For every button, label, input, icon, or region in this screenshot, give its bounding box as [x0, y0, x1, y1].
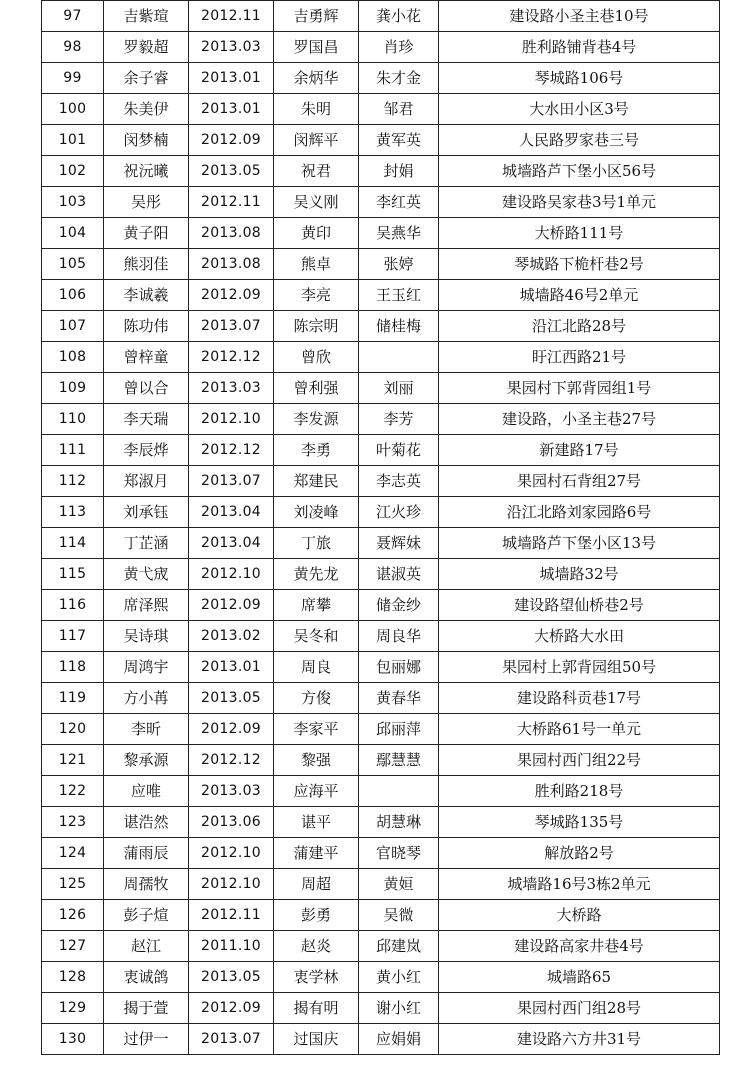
- table-row: [42, 683, 720, 714]
- child-name: 蒲雨辰: [104, 838, 189, 869]
- table-row: [42, 528, 720, 559]
- birth-date: 2012.09: [189, 993, 274, 1024]
- child-name: 赵江: [104, 931, 189, 962]
- birth-date: 2013.08: [189, 249, 274, 280]
- home-address: 建设路望仙桥巷2号: [439, 590, 720, 621]
- row-number: 106: [42, 280, 104, 311]
- birth-date: 2013.03: [189, 776, 274, 807]
- table-row: [42, 156, 720, 187]
- row-number: 113: [42, 497, 104, 528]
- mother-name: 周良华: [359, 621, 439, 652]
- table-row: [42, 466, 720, 497]
- mother-name: 胡慧琳: [359, 807, 439, 838]
- home-address: 城墙路46号2单元: [439, 280, 720, 311]
- row-number: 102: [42, 156, 104, 187]
- child-name: 黎承源: [104, 745, 189, 776]
- roster-table: [41, 0, 720, 1055]
- birth-date: 2013.01: [189, 94, 274, 125]
- home-address: 新建路17号: [439, 435, 720, 466]
- row-number: 97: [42, 1, 104, 32]
- row-number: 110: [42, 404, 104, 435]
- father-name: 席攀: [274, 590, 359, 621]
- birth-date: 2013.04: [189, 528, 274, 559]
- child-name: 吴彤: [104, 187, 189, 218]
- child-name: 刘承钰: [104, 497, 189, 528]
- birth-date: 2012.09: [189, 125, 274, 156]
- table-row: [42, 125, 720, 156]
- child-name: 罗毅超: [104, 32, 189, 63]
- mother-name: 吴燕华: [359, 218, 439, 249]
- birth-date: 2012.10: [189, 404, 274, 435]
- child-name: 周鸿宇: [104, 652, 189, 683]
- home-address: 大桥路大水田: [439, 621, 720, 652]
- father-name: 吉勇辉: [274, 1, 359, 32]
- father-name: 应海平: [274, 776, 359, 807]
- row-number: 116: [42, 590, 104, 621]
- birth-date: 2013.01: [189, 652, 274, 683]
- mother-name: 朱才金: [359, 63, 439, 94]
- home-address: 城墙路芦下堡小区56号: [439, 156, 720, 187]
- child-name: 李辰烨: [104, 435, 189, 466]
- father-name: 蒲建平: [274, 838, 359, 869]
- row-number: 108: [42, 342, 104, 373]
- row-number: 117: [42, 621, 104, 652]
- row-number: 115: [42, 559, 104, 590]
- mother-name: 江火珍: [359, 497, 439, 528]
- row-number: 111: [42, 435, 104, 466]
- table-row: [42, 745, 720, 776]
- table-row: [42, 869, 720, 900]
- birth-date: 2012.11: [189, 900, 274, 931]
- mother-name: 邱建岚: [359, 931, 439, 962]
- home-address: 琴城路135号: [439, 807, 720, 838]
- mother-name: 邹君: [359, 94, 439, 125]
- row-number: 107: [42, 311, 104, 342]
- birth-date: 2013.07: [189, 466, 274, 497]
- child-name: 衷诚鸽: [104, 962, 189, 993]
- table-row: [42, 590, 720, 621]
- home-address: 建设路科贡巷17号: [439, 683, 720, 714]
- father-name: 李发源: [274, 404, 359, 435]
- father-name: 李勇: [274, 435, 359, 466]
- table-row: [42, 714, 720, 745]
- father-name: 过国庆: [274, 1024, 359, 1055]
- child-name: 方小苒: [104, 683, 189, 714]
- father-name: 黄印: [274, 218, 359, 249]
- child-name: 祝沅曦: [104, 156, 189, 187]
- child-name: 陈功伟: [104, 311, 189, 342]
- row-number: 122: [42, 776, 104, 807]
- table-row: [42, 311, 720, 342]
- child-name: 过伊一: [104, 1024, 189, 1055]
- row-number: 121: [42, 745, 104, 776]
- mother-name: 黄小红: [359, 962, 439, 993]
- mother-name: 吴微: [359, 900, 439, 931]
- mother-name: 肖珍: [359, 32, 439, 63]
- birth-date: 2012.12: [189, 745, 274, 776]
- row-number: 100: [42, 94, 104, 125]
- row-number: 124: [42, 838, 104, 869]
- mother-name: 储金纱: [359, 590, 439, 621]
- birth-date: 2013.05: [189, 962, 274, 993]
- mother-name: 官晓琴: [359, 838, 439, 869]
- birth-date: 2013.08: [189, 218, 274, 249]
- child-name: 丁芷涵: [104, 528, 189, 559]
- father-name: 闵辉平: [274, 125, 359, 156]
- birth-date: 2011.10: [189, 931, 274, 962]
- birth-date: 2013.07: [189, 311, 274, 342]
- table-row: [42, 249, 720, 280]
- row-number: 104: [42, 218, 104, 249]
- father-name: 方俊: [274, 683, 359, 714]
- home-address: 大桥路: [439, 900, 720, 931]
- roster-body: [42, 1, 720, 1055]
- mother-name: [359, 776, 439, 807]
- father-name: 黄先龙: [274, 559, 359, 590]
- birth-date: 2013.03: [189, 32, 274, 63]
- father-name: 郑建民: [274, 466, 359, 497]
- home-address: 大水田小区3号: [439, 94, 720, 125]
- father-name: 陈宗明: [274, 311, 359, 342]
- mother-name: [359, 342, 439, 373]
- mother-name: 王玉红: [359, 280, 439, 311]
- row-number: 119: [42, 683, 104, 714]
- father-name: 谌平: [274, 807, 359, 838]
- table-row: [42, 1024, 720, 1055]
- home-address: 果园村石背组27号: [439, 466, 720, 497]
- birth-date: 2013.02: [189, 621, 274, 652]
- child-name: 曾梓童: [104, 342, 189, 373]
- child-name: 揭于萱: [104, 993, 189, 1024]
- mother-name: 谌淑英: [359, 559, 439, 590]
- father-name: 朱明: [274, 94, 359, 125]
- table-row: [42, 652, 720, 683]
- home-address: 建设路高家井巷4号: [439, 931, 720, 962]
- birth-date: 2012.12: [189, 342, 274, 373]
- table-row: [42, 621, 720, 652]
- father-name: 周良: [274, 652, 359, 683]
- table-row: [42, 776, 720, 807]
- child-name: 朱美伊: [104, 94, 189, 125]
- father-name: 吴冬和: [274, 621, 359, 652]
- home-address: 城墙路16号3栋2单元: [439, 869, 720, 900]
- mother-name: 李红英: [359, 187, 439, 218]
- father-name: 彭勇: [274, 900, 359, 931]
- birth-date: 2013.03: [189, 373, 274, 404]
- home-address: 胜利路218号: [439, 776, 720, 807]
- table-row: [42, 280, 720, 311]
- home-address: 沿江北路刘家园路6号: [439, 497, 720, 528]
- child-name: 闵梦楠: [104, 125, 189, 156]
- child-name: 李昕: [104, 714, 189, 745]
- father-name: 余炳华: [274, 63, 359, 94]
- mother-name: 包丽娜: [359, 652, 439, 683]
- home-address: 建设路，小圣主巷27号: [439, 404, 720, 435]
- father-name: 揭有明: [274, 993, 359, 1024]
- home-address: 琴城路下桅杆巷2号: [439, 249, 720, 280]
- row-number: 126: [42, 900, 104, 931]
- birth-date: 2012.10: [189, 559, 274, 590]
- father-name: 黎强: [274, 745, 359, 776]
- table-row: [42, 63, 720, 94]
- table-row: [42, 962, 720, 993]
- home-address: 建设路六方井31号: [439, 1024, 720, 1055]
- row-number: 127: [42, 931, 104, 962]
- table-row: [42, 497, 720, 528]
- mother-name: 黄军英: [359, 125, 439, 156]
- home-address: 城墙路32号: [439, 559, 720, 590]
- home-address: 盱江西路21号: [439, 342, 720, 373]
- home-address: 城墙路65: [439, 962, 720, 993]
- row-number: 109: [42, 373, 104, 404]
- table-row: [42, 900, 720, 931]
- table-row: [42, 94, 720, 125]
- father-name: 李家平: [274, 714, 359, 745]
- child-name: 李天瑞: [104, 404, 189, 435]
- mother-name: 储桂梅: [359, 311, 439, 342]
- mother-name: 封娟: [359, 156, 439, 187]
- mother-name: 聂辉妹: [359, 528, 439, 559]
- father-name: 曾欣: [274, 342, 359, 373]
- row-number: 101: [42, 125, 104, 156]
- father-name: 吴义刚: [274, 187, 359, 218]
- mother-name: 谢小红: [359, 993, 439, 1024]
- mother-name: 黄姮: [359, 869, 439, 900]
- father-name: 衷学林: [274, 962, 359, 993]
- birth-date: 2013.05: [189, 683, 274, 714]
- father-name: 曾利强: [274, 373, 359, 404]
- birth-date: 2012.09: [189, 714, 274, 745]
- mother-name: 邱丽萍: [359, 714, 439, 745]
- home-address: 胜利路铺背巷4号: [439, 32, 720, 63]
- child-name: 熊羽佳: [104, 249, 189, 280]
- birth-date: 2012.11: [189, 187, 274, 218]
- table-row: [42, 993, 720, 1024]
- birth-date: 2012.11: [189, 1, 274, 32]
- mother-name: 龚小花: [359, 1, 439, 32]
- father-name: 祝君: [274, 156, 359, 187]
- table-row: [42, 187, 720, 218]
- table-row: [42, 342, 720, 373]
- home-address: 果园村西门组22号: [439, 745, 720, 776]
- home-address: 果园村上郭背园组50号: [439, 652, 720, 683]
- birth-date: 2012.12: [189, 435, 274, 466]
- home-address: 城墙路芦下堡小区13号: [439, 528, 720, 559]
- row-number: 125: [42, 869, 104, 900]
- table-row: [42, 1, 720, 32]
- table-row: [42, 373, 720, 404]
- child-name: 余子睿: [104, 63, 189, 94]
- row-number: 99: [42, 63, 104, 94]
- child-name: 周孺牧: [104, 869, 189, 900]
- row-number: 98: [42, 32, 104, 63]
- home-address: 大桥路61号一单元: [439, 714, 720, 745]
- father-name: 熊卓: [274, 249, 359, 280]
- father-name: 赵炎: [274, 931, 359, 962]
- child-name: 席泽熙: [104, 590, 189, 621]
- mother-name: 张婷: [359, 249, 439, 280]
- child-name: 彭子煊: [104, 900, 189, 931]
- row-number: 129: [42, 993, 104, 1024]
- birth-date: 2013.01: [189, 63, 274, 94]
- table-row: [42, 435, 720, 466]
- birth-date: 2012.09: [189, 280, 274, 311]
- row-number: 130: [42, 1024, 104, 1055]
- child-name: 黄子阳: [104, 218, 189, 249]
- child-name: 应唯: [104, 776, 189, 807]
- birth-date: 2013.05: [189, 156, 274, 187]
- home-address: 大桥路111号: [439, 218, 720, 249]
- mother-name: 鄢慧慧: [359, 745, 439, 776]
- birth-date: 2012.10: [189, 869, 274, 900]
- birth-date: 2013.06: [189, 807, 274, 838]
- row-number: 128: [42, 962, 104, 993]
- birth-date: 2013.04: [189, 497, 274, 528]
- row-number: 112: [42, 466, 104, 497]
- table-row: [42, 807, 720, 838]
- home-address: 解放路2号: [439, 838, 720, 869]
- child-name: 谌浩然: [104, 807, 189, 838]
- child-name: 吉紫瑄: [104, 1, 189, 32]
- father-name: 丁旅: [274, 528, 359, 559]
- table-row: [42, 931, 720, 962]
- mother-name: 李志英: [359, 466, 439, 497]
- father-name: 李亮: [274, 280, 359, 311]
- row-number: 118: [42, 652, 104, 683]
- home-address: 建设路吴家巷3号1单元: [439, 187, 720, 218]
- row-number: 120: [42, 714, 104, 745]
- home-address: 沿江北路28号: [439, 311, 720, 342]
- mother-name: 应娟娟: [359, 1024, 439, 1055]
- table-row: [42, 32, 720, 63]
- home-address: 果园村下郭背园组1号: [439, 373, 720, 404]
- birth-date: 2012.10: [189, 838, 274, 869]
- row-number: 123: [42, 807, 104, 838]
- row-number: 103: [42, 187, 104, 218]
- father-name: 刘凌峰: [274, 497, 359, 528]
- home-address: 果园村西门组28号: [439, 993, 720, 1024]
- home-address: 人民路罗家巷三号: [439, 125, 720, 156]
- home-address: 琴城路106号: [439, 63, 720, 94]
- row-number: 114: [42, 528, 104, 559]
- home-address: 建设路小圣主巷10号: [439, 1, 720, 32]
- table-row: [42, 404, 720, 435]
- child-name: 吴诗琪: [104, 621, 189, 652]
- table-row: [42, 218, 720, 249]
- birth-date: 2013.07: [189, 1024, 274, 1055]
- mother-name: 黄春华: [359, 683, 439, 714]
- birth-date: 2012.09: [189, 590, 274, 621]
- mother-name: 刘丽: [359, 373, 439, 404]
- mother-name: 叶菊花: [359, 435, 439, 466]
- child-name: 黄弋宬: [104, 559, 189, 590]
- child-name: 李诚羲: [104, 280, 189, 311]
- table-row: [42, 838, 720, 869]
- table-row: [42, 559, 720, 590]
- row-number: 105: [42, 249, 104, 280]
- father-name: 罗国昌: [274, 32, 359, 63]
- child-name: 郑淑月: [104, 466, 189, 497]
- father-name: 周超: [274, 869, 359, 900]
- child-name: 曾以合: [104, 373, 189, 404]
- mother-name: 李芳: [359, 404, 439, 435]
